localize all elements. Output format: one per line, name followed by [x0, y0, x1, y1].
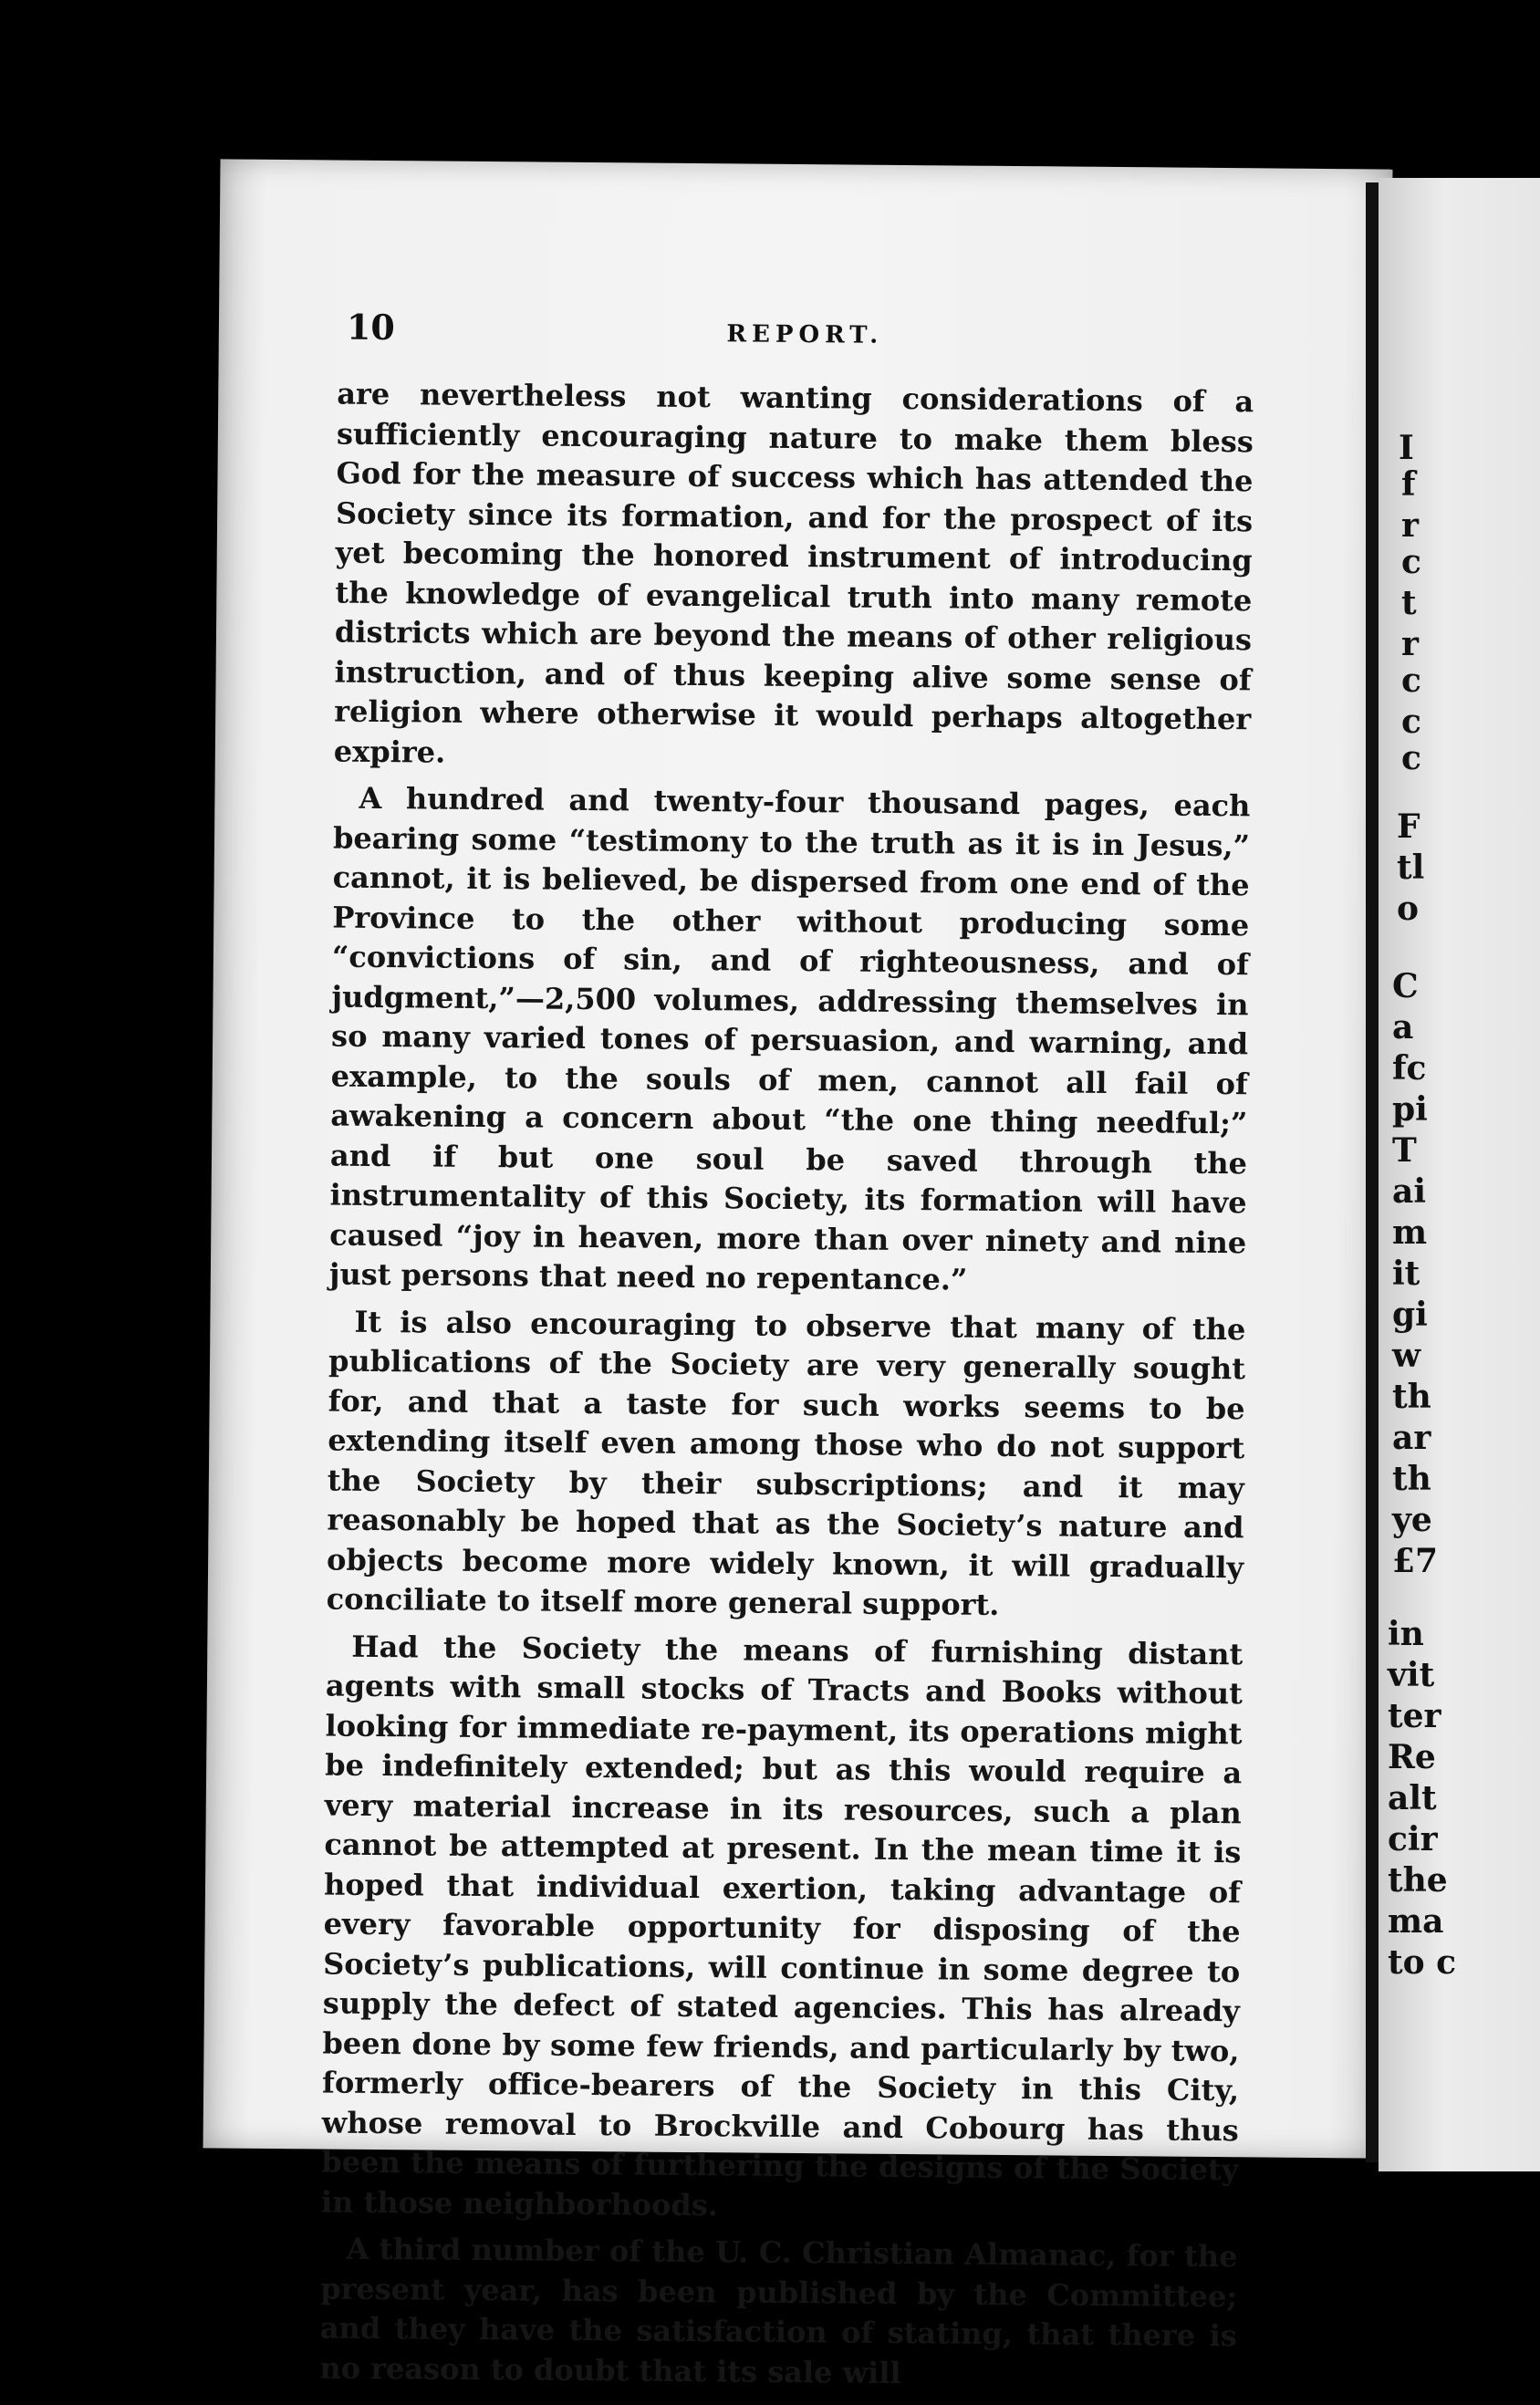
paragraph-1: are nevertheless not wanting considerations of a sufficiently encouraging nature to make them bless God for the measure of success which has attended the Society since its formation, and for the prospect of its yet becoming the honored instrument of introducing the knowledge of evangelical truth into many remote districts which are beyond the means of other religious instruction, and of thus keeping alive some sense of religion where otherwise it would perhaps altogether expire.	[333, 376, 1254, 770]
adjacent-text-fragment: in	[1388, 1615, 1424, 1653]
adjacent-text-fragment: alt	[1388, 1779, 1437, 1817]
adjacent-text-fragment: c	[1401, 739, 1421, 777]
adjacent-text-fragment: C	[1392, 967, 1419, 1005]
adjacent-text-fragment: c	[1401, 703, 1421, 741]
adjacent-text-fragment: f	[1401, 465, 1416, 504]
paragraph-2: A hundred and twenty-four thousand pages, each bearing some “testimony to the truth as it is in Jesus,” cannot, it is believed, be dispersed from one end of the Province to the other without producing some “convictions of sin, and of righteousness, and of judgment,”—2,500 volumes, addressing themselves in so many varied tones of persuasion, and warning, and example, to the souls of men, cannot all fail of awakening a concern about “the one thing needful;” and if but one soul be saved through the instrumentality of this Society, its formation will have caused “joy in heaven, more than over ninety and nine just persons that need no repentance.”	[328, 780, 1251, 1297]
adjacent-text-fragment: r	[1401, 506, 1419, 545]
adjacent-text-fragment: ter	[1388, 1697, 1441, 1735]
adjacent-text-fragment: T	[1392, 1131, 1417, 1170]
adjacent-text-fragment: £7	[1392, 1542, 1439, 1580]
adjacent-text-fragment: F	[1397, 807, 1420, 846]
paragraph-5: A third number of the U. C. Christian Almanac, for the present year, has been published by the Committee; and they have the satisfaction of stating, that there is no reason to doubt that its sale will	[319, 2231, 1238, 2390]
adjacent-text-fragment: c	[1401, 543, 1421, 581]
report-body-text	[319, 375, 1254, 2404]
adjacent-text-fragment: r	[1401, 625, 1419, 663]
adjacent-text-fragment: o	[1397, 890, 1420, 928]
adjacent-text-fragment: the	[1388, 1861, 1448, 1900]
adjacent-text-fragment: t	[1401, 584, 1417, 622]
adjacent-text-fragment: it	[1392, 1255, 1420, 1293]
adjacent-text-fragment: pi	[1392, 1090, 1428, 1129]
page-number: 10	[346, 306, 396, 349]
adjacent-text-fragment: Re	[1388, 1738, 1436, 1776]
paragraph-4: Had the Society the means of furnishing distant agents with small stocks of Tracts and Books without looking for immediate re-payment, its operations might be indefinitely extended; but as this would require a very material increase in its resources, such a plan cannot be attempted at present. In the mean time it is hoped that individual exertion, taking advantage of every favorable opportunity for disposing of the Society’s publications, will continue in some degree to supply the defect of stated agencies. This has already been done by some few friends, and particularly by two, formerly office-bearers of the Society in this City, whose removal to Brockville and Cobourg has thus been the means of furthering the designs of the Society in those neighborhoods.	[320, 1629, 1243, 2223]
adjacent-text-fragment: th	[1392, 1460, 1431, 1498]
adjacent-text-fragment: c	[1401, 661, 1421, 700]
adjacent-text-fragment: tl	[1397, 849, 1425, 887]
book-page	[203, 159, 1393, 2390]
adjacent-text-fragment: m	[1392, 1213, 1428, 1252]
adjacent-text-fragment: ai	[1392, 1172, 1427, 1211]
adjacent-text-fragment: w	[1392, 1337, 1420, 1375]
running-head: REPORT.	[726, 320, 884, 349]
adjacent-text-fragment: th	[1392, 1378, 1431, 1416]
adjacent-text-fragment: vit	[1388, 1656, 1435, 1694]
adjacent-text-fragment: ye	[1392, 1501, 1432, 1539]
page-header	[219, 305, 1391, 370]
adjacent-text-fragment: ma	[1388, 1902, 1444, 1941]
adjacent-text-fragment: a	[1392, 1008, 1414, 1046]
book-gutter	[1366, 182, 1379, 2162]
adjacent-text-fragment: fc	[1392, 1049, 1427, 1088]
paragraph-3: It is also encouraging to observe that many of the publications of the Society are very generally sought for, and that a taste for such works seems to be extending itself even among those who do not support the Society by their subscriptions; and it may reasonably be hoped that as the Society’s nature and objects become more widely known, it will gradually conciliate to itself more general support.	[326, 1304, 1246, 1622]
adjacent-text-fragment: cir	[1388, 1820, 1438, 1858]
adjacent-page	[1379, 178, 1540, 2171]
adjacent-text-fragment: ar	[1392, 1419, 1431, 1457]
adjacent-text-fragment: to c	[1388, 1943, 1457, 1982]
adjacent-text-fragment: I	[1399, 429, 1414, 467]
adjacent-text-fragment: gi	[1392, 1296, 1428, 1334]
